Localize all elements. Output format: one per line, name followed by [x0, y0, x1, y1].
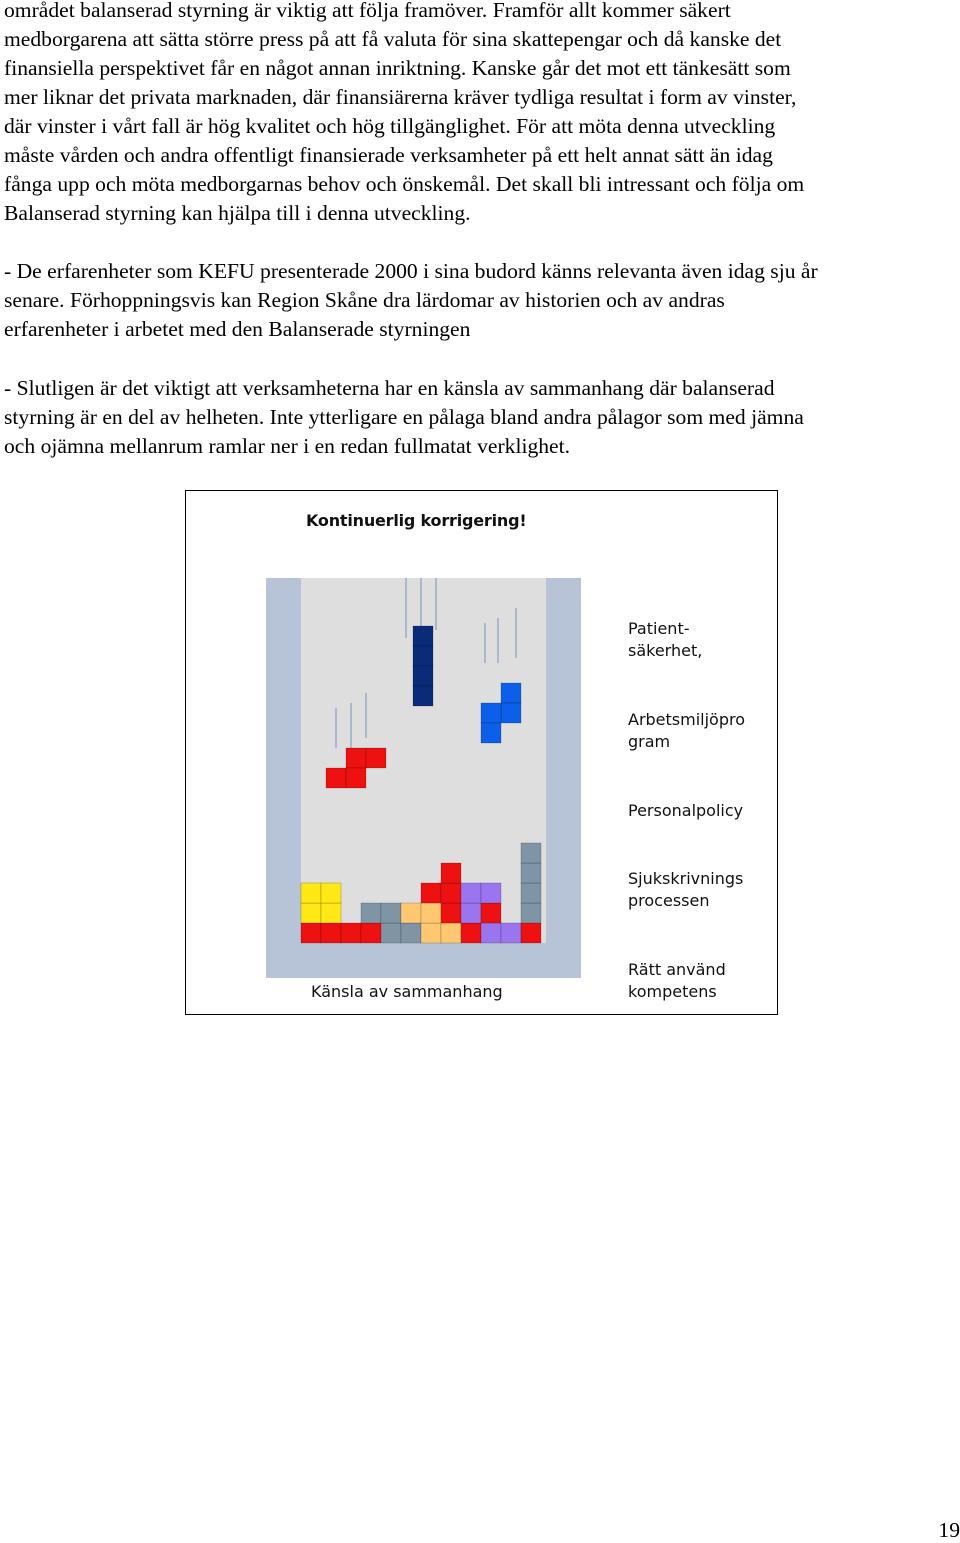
stacked-block [381, 903, 401, 923]
text-line: där vinster i vårt fall är hög kvalitet och hög tillgänglighet. För att möta denna utveckling [4, 114, 776, 138]
stacked-block [461, 883, 481, 903]
stacked-block [401, 903, 421, 923]
stacked-block [501, 923, 521, 943]
text-line: senare. Förhoppningsvis kan Region Skåne dra lärdomar av historien och av andras [4, 288, 725, 312]
figure-title: Kontinuerlig korrigering! [306, 511, 527, 530]
stacked-block [481, 923, 501, 943]
stacked-block [481, 883, 501, 903]
tetris-block-i [413, 646, 433, 666]
text-line: mer liknar det privata marknaden, där finansiärerna kräver tydliga resultat i form av vinster, [4, 85, 797, 109]
text-line: måste vården och andra offentligt finansierade verksamheter på ett helt annat sätt än idag [4, 143, 773, 167]
label-personnel-policy: Personalpolicy [628, 801, 744, 820]
stacked-block [521, 903, 541, 923]
stacked-block [381, 923, 401, 943]
text-line: styrning är en del av helheten. Inte ytterligare en pålaga bland andra pålagor som med jämna [4, 405, 804, 429]
tetris-figure [185, 490, 778, 1015]
tetris-block-s [481, 723, 501, 743]
tetris-board [266, 578, 581, 978]
tetris-block-s [501, 703, 521, 723]
text-line: - Slutligen är det viktigt att verksamheterna har en känsla av sammanhang där balanserad [4, 376, 775, 400]
text-line: - De erfarenheter som KEFU presenterade 2000 i sina budord känns relevanta även idag sju år [4, 259, 818, 283]
text-line: finansiella perspektivet får en något annan inriktning. Kanske går det mot ett tänkesätt som [4, 56, 791, 80]
stacked-block [301, 883, 321, 903]
text-line: medborgarena att sätta större press på att få valuta för sina skattepengar och då kanske det [4, 27, 782, 51]
stacked-block [441, 863, 461, 883]
stacked-block [321, 903, 341, 923]
tetris-block-s [501, 683, 521, 703]
stacked-block [301, 903, 321, 923]
stacked-block [461, 903, 481, 923]
tetris-block-s [481, 703, 501, 723]
stacked-block [521, 923, 541, 943]
text-line: Balanserad styrning kan hjälpa till i denna utveckling. [4, 201, 471, 225]
stacked-block [361, 923, 381, 943]
board-caption: Känsla av sammanhang [311, 982, 503, 1001]
label-sick-leave-process: Sjukskrivnings processen [628, 869, 744, 910]
stacked-block [481, 903, 501, 923]
stacked-block [341, 923, 361, 943]
page-number: 19 [938, 1518, 960, 1542]
tetris-block-i [413, 686, 433, 706]
stacked-block [421, 903, 441, 923]
stacked-block [521, 843, 541, 863]
stacked-block [361, 903, 381, 923]
label-work-environment: Arbetsmiljöpro gram [628, 710, 746, 751]
text-line: fånga upp och möta medborgarnas behov och önskemål. Det skall bli intressant och följa om [4, 172, 805, 196]
tetris-block-z [326, 768, 346, 788]
stacked-block [321, 923, 341, 943]
text-line: och ojämna mellanrum ramlar ner i en redan fullmatat verklighet. [4, 434, 571, 458]
label-competence: Rätt använd kompetens [628, 960, 726, 1001]
stacked-block [321, 883, 341, 903]
stacked-block [521, 883, 541, 903]
stacked-block [401, 923, 421, 943]
tetris-block-z [346, 748, 366, 768]
text-line: området balanserad styrning är viktig att följa framöver. Framför allt kommer säkert [4, 0, 731, 22]
tetris-block-z [366, 748, 386, 768]
stacked-block [441, 903, 461, 923]
stacked-block [461, 923, 481, 943]
stacked-block [441, 923, 461, 943]
stacked-block [421, 883, 441, 903]
text-line: erfarenheter i arbetet med den Balanserade styrningen [4, 317, 471, 341]
stacked-block [301, 923, 321, 943]
stacked-block [521, 863, 541, 883]
tetris-block-z [346, 768, 366, 788]
label-patient-safety: Patient- säkerhet, [628, 619, 703, 660]
stacked-block [441, 883, 461, 903]
tetris-block-i [413, 626, 433, 646]
stacked-block [421, 923, 441, 943]
tetris-block-i [413, 666, 433, 686]
